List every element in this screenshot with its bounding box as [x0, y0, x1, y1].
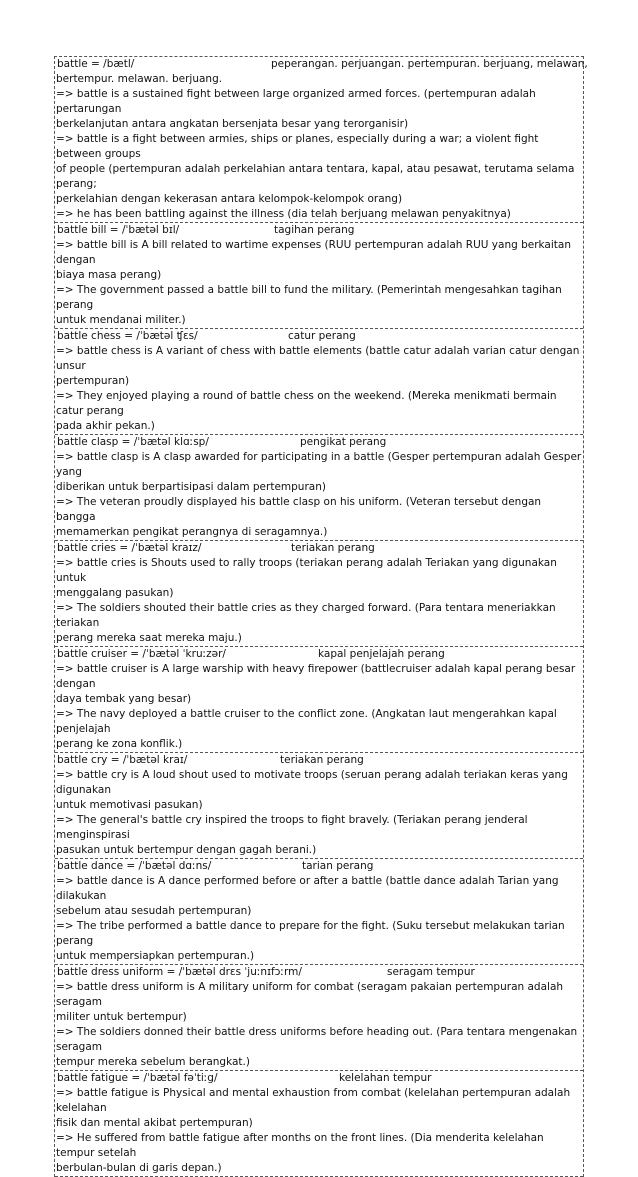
entry-text-line: daya tembak yang besar)	[56, 693, 192, 705]
entry-headline	[56, 541, 582, 556]
entry-text-line: => The government passed a battle bill to fund the military. (Pemerintah mengesahkan tagihan perang	[56, 284, 562, 311]
entry-text-line: => battle is a sustained fight between large organized armed forces. (pertempuran adalah pertarungan	[56, 88, 536, 115]
entry-text-line: => The soldiers donned their battle dress uniforms before heading out. (Para tentara mengenakan seragam	[56, 1026, 578, 1053]
entry-headline	[56, 647, 582, 662]
entry-term: battle clasp = /ˈbætəl klɑːsp/	[57, 436, 209, 448]
entry-term: battle chess = /ˈbætəl ʧɛs/	[57, 330, 198, 342]
entry-text-line: fisik dan mental akibat pertempuran)	[56, 1117, 253, 1129]
entry-translation: tagihan perang	[274, 224, 355, 236]
entry-translation: kapal penjelajah perang	[318, 648, 445, 660]
entry-text-line: untuk memotivasi pasukan)	[56, 799, 203, 811]
entry-text-line: untuk mempersiapkan pertempuran.)	[56, 950, 255, 962]
entry-text-line: => battle is a fight between armies, ships or planes, especially during a war; a violent fight between groups	[56, 133, 539, 160]
entry-text-line: menggalang pasukan)	[56, 587, 174, 599]
entry-headline	[56, 965, 582, 980]
entry-text-line: berbulan-bulan di garis depan.)	[56, 1162, 222, 1174]
entry-translation: peperangan. perjuangan. pertempuran. berjuang, melawan,	[271, 58, 588, 70]
entry-text-line: bertempur. melawan. berjuang.	[56, 73, 223, 85]
entry-text-line: => The veteran proudly displayed his battle clasp on his uniform. (Veteran tersebut dengan bangga	[56, 496, 542, 523]
entry-text-line: => battle dress uniform is A military uniform for combat (seragam pakaian pertempuran adalah seragam	[56, 981, 564, 1008]
entry-headline	[56, 57, 588, 72]
entry-text-line: => battle bill is A bill related to wartime expenses (RUU pertempuran adalah RUU yang berkaitan dengan	[56, 239, 571, 266]
entry-translation: teriakan perang	[291, 542, 375, 554]
entry-text-line: => The general's battle cry inspired the troops to fight bravely. (Teriakan perang jenderal menginspirasi	[56, 814, 528, 841]
dictionary-entry	[55, 541, 583, 647]
entry-text-line: untuk mendanai militer.)	[56, 314, 186, 326]
entry-translation: teriakan perang	[280, 754, 364, 766]
dictionary-entry	[55, 753, 583, 859]
entry-headline	[56, 1071, 582, 1086]
entry-text-line: of people (pertempuran adalah perkelahian antara tentara, kapal, atau pesawat, terutama selama perang;	[56, 163, 575, 190]
entry-headline	[56, 329, 582, 344]
dictionary-entry	[55, 647, 583, 753]
dictionary-table	[54, 56, 588, 1177]
entry-text-line: => battle cry is A loud shout used to motivate troops (seruan perang adalah teriakan keras yang digunakan	[56, 769, 568, 796]
dictionary-entry	[55, 1071, 583, 1177]
entry-text-line: memamerkan pengikat perangnya di seragamnya.)	[56, 526, 328, 538]
entry-text-line: => He suffered from battle fatigue after months on the front lines. (Dia menderita kelelahan tempur setelah	[56, 1132, 544, 1159]
entry-text-line: biaya masa perang)	[56, 269, 162, 281]
entry-text-line: => he has been battling against the illness (dia telah berjuang melawan penyakitnya)	[56, 208, 511, 220]
entry-text-line: => battle clasp is A clasp awarded for participating in a battle (Gesper pertempuran adalah Gesper yang	[56, 451, 582, 478]
entry-text-line: pada akhir pekan.)	[56, 420, 155, 432]
entry-text-line: militer untuk bertempur)	[56, 1011, 187, 1023]
entry-text-line: berkelanjutan antara angkatan bersenjata besar yang terorganisir)	[56, 118, 409, 130]
entry-text-line: => battle cruiser is A large warship with heavy firepower (battlecruiser adalah kapal perang besar dengan	[56, 663, 576, 690]
dictionary-entry	[55, 435, 583, 541]
dictionary-entry	[55, 223, 583, 329]
entry-term: battle = /bætl/	[57, 58, 135, 70]
entry-text-line: tempur mereka sebelum berangkat.)	[56, 1056, 250, 1068]
entry-text-line: perang ke zona konflik.)	[56, 738, 183, 750]
entry-translation: seragam tempur	[387, 966, 475, 978]
dictionary-entry	[55, 57, 588, 223]
entry-text-line: perkelahian dengan kekerasan antara kelompok-kelompok orang)	[56, 193, 403, 205]
entry-headline	[56, 859, 582, 874]
entry-translation: tarian perang	[302, 860, 374, 872]
entry-term: battle bill = /ˈbætəl bɪl/	[57, 224, 180, 236]
entry-text-line: => battle fatigue is Physical and mental exhaustion from combat (kelelahan pertempuran adalah kelelahan	[56, 1087, 571, 1114]
entry-text-line: => battle cries is Shouts used to rally troops (teriakan perang adalah Teriakan yang digunakan untuk	[56, 557, 557, 584]
entry-text-line: diberikan untuk berpartisipasi dalam pertempuran)	[56, 481, 326, 493]
entry-term: battle fatigue = /ˈbætəl fəˈtiːg/	[57, 1072, 218, 1084]
dictionary-entry	[55, 859, 583, 965]
entry-translation: pengikat perang	[300, 436, 387, 448]
entry-term: battle cries = /ˈbætəl kraɪz/	[57, 542, 202, 554]
entry-term: battle dance = /ˈbætəl dɑːns/	[57, 860, 212, 872]
entry-headline	[56, 223, 582, 238]
entry-text-line: pasukan untuk bertempur dengan gagah berani.)	[56, 844, 317, 856]
entry-headline	[56, 753, 582, 768]
dictionary-entry	[55, 329, 583, 435]
entry-text-line: => battle dance is A dance performed before or after a battle (battle dance adalah Tarian yang dilakukan	[56, 875, 559, 902]
entry-text-line: => They enjoyed playing a round of battle chess on the weekend. (Mereka menikmati bermain catur perang	[56, 390, 557, 417]
entry-term: battle dress uniform = /ˈbætəl drɛs ˈjuːnɪfɔːrm/	[57, 966, 302, 978]
entry-text-line: pertempuran)	[56, 375, 130, 387]
entry-text-line: perang mereka saat mereka maju.)	[56, 632, 242, 644]
entry-headline	[56, 435, 582, 450]
entry-text-line: => The tribe performed a battle dance to prepare for the fight. (Suku tersebut melakukan tarian perang	[56, 920, 565, 947]
dictionary-entry	[55, 965, 583, 1071]
entry-text-line: => The soldiers shouted their battle cries as they charged forward. (Para tentara meneriakkan teriakan	[56, 602, 556, 629]
entry-term: battle cry = /ˈbætəl kraɪ/	[57, 754, 188, 766]
entry-text-line: sebelum atau sesudah pertempuran)	[56, 905, 252, 917]
entry-text-line: => battle chess is A variant of chess with battle elements (battle catur adalah varian catur dengan unsur	[56, 345, 580, 372]
entry-translation: kelelahan tempur	[339, 1072, 432, 1084]
entry-translation: catur perang	[288, 330, 356, 342]
entry-term: battle cruiser = /ˈbætəl ˈkruːzər/	[57, 648, 226, 660]
entry-text-line: => The navy deployed a battle cruiser to the conflict zone. (Angkatan laut mengerahkan kapal penjelajah	[56, 708, 557, 735]
